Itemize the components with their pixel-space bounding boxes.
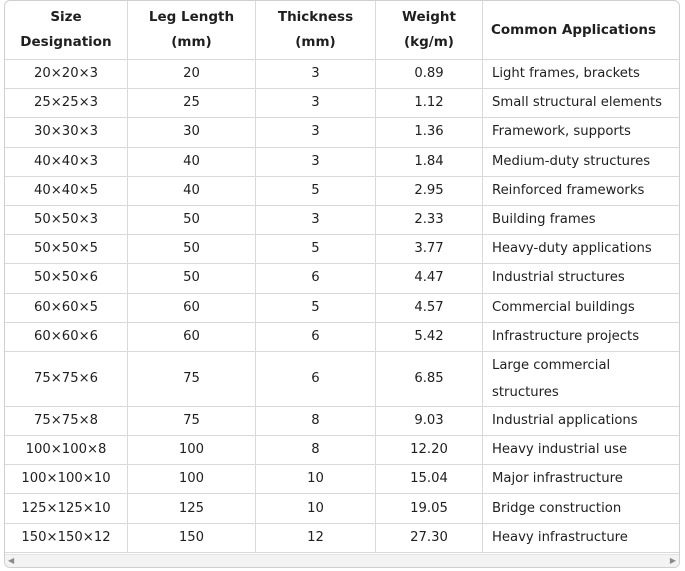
angle-size-table	[4, 0, 680, 553]
cell-thickness: 6	[256, 322, 376, 351]
cell-thickness: 6	[256, 264, 376, 293]
cell-leg: 25	[128, 89, 256, 118]
cell-leg: 50	[128, 235, 256, 264]
cell-size: 40×40×5	[5, 176, 128, 205]
cell-weight: 2.95	[376, 176, 483, 205]
cell-weight: 1.36	[376, 118, 483, 147]
table-row	[5, 293, 681, 322]
table-row	[5, 60, 681, 89]
cell-weight: 4.47	[376, 264, 483, 293]
cell-weight: 1.84	[376, 147, 483, 176]
cell-application: Light frames, brackets	[483, 60, 681, 89]
cell-size: 100×100×10	[5, 465, 128, 494]
cell-size: 150×150×12	[5, 523, 128, 552]
header-weight	[376, 1, 483, 60]
table-row	[5, 264, 681, 293]
cell-application: Small structural elements	[483, 89, 681, 118]
cell-size: 75×75×8	[5, 406, 128, 435]
cell-thickness: 5	[256, 293, 376, 322]
cell-weight: 12.20	[376, 436, 483, 465]
cell-application: Heavy industrial use	[483, 436, 681, 465]
header-leg-line2: (mm)	[171, 34, 212, 50]
cell-weight: 5.42	[376, 322, 483, 351]
table-row	[5, 235, 681, 264]
cell-thickness: 8	[256, 436, 376, 465]
cell-size: 75×75×6	[5, 351, 128, 406]
cell-thickness: 5	[256, 176, 376, 205]
cell-leg: 40	[128, 147, 256, 176]
cell-leg: 150	[128, 523, 256, 552]
cell-weight: 3.77	[376, 235, 483, 264]
header-row	[5, 1, 681, 60]
cell-weight: 4.57	[376, 293, 483, 322]
header-weight-line1: Weight	[402, 9, 456, 25]
table-row	[5, 118, 681, 147]
cell-weight: 2.33	[376, 205, 483, 234]
table-row	[5, 465, 681, 494]
cell-thickness: 3	[256, 205, 376, 234]
cell-leg: 60	[128, 322, 256, 351]
table-row	[5, 406, 681, 435]
cell-weight: 1.12	[376, 89, 483, 118]
cell-leg: 125	[128, 494, 256, 523]
cell-application: Framework, supports	[483, 118, 681, 147]
cell-size: 60×60×6	[5, 322, 128, 351]
cell-size: 125×125×10	[5, 494, 128, 523]
table-row	[5, 205, 681, 234]
header-weight-line2: (kg/m)	[404, 34, 454, 50]
cell-leg: 50	[128, 264, 256, 293]
cell-application: Infrastructure projects	[483, 322, 681, 351]
cell-size: 20×20×3	[5, 60, 128, 89]
cell-leg: 75	[128, 351, 256, 406]
cell-thickness: 10	[256, 494, 376, 523]
cell-application: Bridge construction	[483, 494, 681, 523]
cell-size: 30×30×3	[5, 118, 128, 147]
header-thickness	[256, 1, 376, 60]
cell-application: Industrial structures	[483, 264, 681, 293]
cell-leg: 50	[128, 205, 256, 234]
cell-application: Medium-duty structures	[483, 147, 681, 176]
cell-application: Building frames	[483, 205, 681, 234]
table-row	[5, 436, 681, 465]
cell-size: 100×100×8	[5, 436, 128, 465]
cell-weight: 0.89	[376, 60, 483, 89]
scroll-right-icon[interactable]: ▶	[669, 556, 676, 565]
horizontal-scrollbar[interactable]	[5, 554, 679, 567]
cell-size: 50×50×6	[5, 264, 128, 293]
cell-weight: 9.03	[376, 406, 483, 435]
cell-leg: 75	[128, 406, 256, 435]
table-row	[5, 494, 681, 523]
cell-application: Major infrastructure	[483, 465, 681, 494]
cell-application: Reinforced frameworks	[483, 176, 681, 205]
table-row	[5, 351, 681, 406]
header-size-line2: Designation	[20, 34, 112, 50]
table-row	[5, 176, 681, 205]
header-size-line1: Size	[50, 9, 82, 25]
cell-thickness: 10	[256, 465, 376, 494]
header-leg-length	[128, 1, 256, 60]
header-applications: Common Applications	[483, 1, 681, 60]
cell-weight: 6.85	[376, 351, 483, 406]
cell-weight: 19.05	[376, 494, 483, 523]
cell-application: Heavy-duty applications	[483, 235, 681, 264]
table-row	[5, 147, 681, 176]
cell-size: 50×50×3	[5, 205, 128, 234]
cell-thickness: 3	[256, 147, 376, 176]
cell-application: Industrial applications	[483, 406, 681, 435]
cell-weight: 27.30	[376, 523, 483, 552]
table-row	[5, 523, 681, 552]
cell-size: 25×25×3	[5, 89, 128, 118]
cell-thickness: 6	[256, 351, 376, 406]
cell-thickness: 12	[256, 523, 376, 552]
cell-size: 50×50×5	[5, 235, 128, 264]
cell-application: Large commercial structures	[483, 351, 681, 406]
cell-leg: 20	[128, 60, 256, 89]
cell-thickness: 3	[256, 118, 376, 147]
table-row	[5, 89, 681, 118]
table-container	[4, 0, 680, 568]
cell-size: 40×40×3	[5, 147, 128, 176]
cell-thickness: 8	[256, 406, 376, 435]
cell-size: 60×60×5	[5, 293, 128, 322]
cell-leg: 30	[128, 118, 256, 147]
cell-thickness: 3	[256, 60, 376, 89]
cell-weight: 15.04	[376, 465, 483, 494]
table-row	[5, 322, 681, 351]
cell-leg: 60	[128, 293, 256, 322]
header-thickness-line1: Thickness	[277, 9, 354, 25]
cell-leg: 100	[128, 465, 256, 494]
cell-application: Heavy infrastructure	[483, 523, 681, 552]
header-size	[5, 1, 128, 60]
scroll-left-icon[interactable]: ◀	[8, 556, 15, 565]
cell-thickness: 3	[256, 89, 376, 118]
cell-leg: 40	[128, 176, 256, 205]
cell-leg: 100	[128, 436, 256, 465]
cell-application: Commercial buildings	[483, 293, 681, 322]
header-thickness-line2: (mm)	[295, 34, 336, 50]
header-leg-line1: Leg Length	[148, 9, 235, 25]
cell-thickness: 5	[256, 235, 376, 264]
